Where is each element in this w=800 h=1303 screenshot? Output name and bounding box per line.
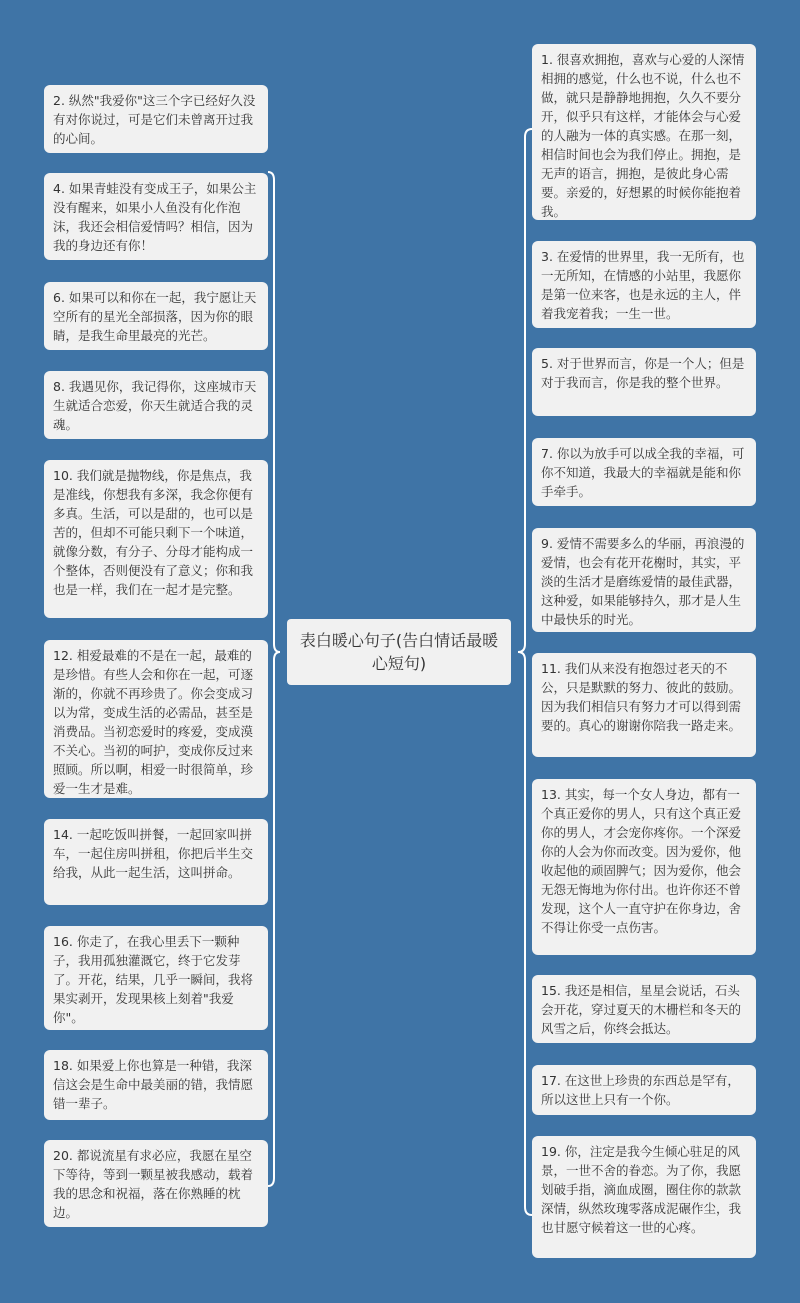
topic-text: 9. 爱情不需要多么的华丽，再浪漫的爱情，也会有花开花榭时，其实，平淡的生活才是磨练爱情的最佳武器，这种爱，如果能够持久，那才是人生中最快乐的时光。 xyxy=(541,536,745,627)
topic-node-9[interactable] xyxy=(532,528,756,632)
topic-text: 17. 在这世上珍贵的东西总是罕有，所以这世上只有一个你。 xyxy=(541,1073,740,1107)
topic-node-19[interactable] xyxy=(532,1136,756,1258)
topic-text: 11. 我们从来没有抱怨过老天的不公，只是默默的努力、彼此的鼓励。因为我们相信只有努力才可以得到需要的。真心的谢谢你陪我一路走来。 xyxy=(541,661,742,733)
topic-text: 18. 如果爱上你也算是一种错，我深信这会是生命中最美丽的错，我情愿错一辈子。 xyxy=(53,1058,254,1111)
topic-text: 4. 如果青蛙没有变成王子，如果公主没有醒来，如果小人鱼没有化作泡沫，我还会相信爱情吗？相信，因为我的身边还有你！ xyxy=(53,181,257,253)
topic-node-18[interactable] xyxy=(44,1050,268,1120)
central-topic-node[interactable] xyxy=(287,619,511,685)
topic-node-6[interactable] xyxy=(44,282,268,350)
topic-node-17[interactable] xyxy=(532,1065,756,1115)
topic-node-15[interactable] xyxy=(532,975,756,1043)
topic-node-2[interactable] xyxy=(44,85,268,153)
topic-node-14[interactable] xyxy=(44,819,268,905)
topic-text: 7. 你以为放手可以成全我的幸福，可你不知道，我最大的幸福就是能和你手牵手。 xyxy=(541,446,745,499)
topic-text: 6. 如果可以和你在一起，我宁愿让天空所有的星光全部损落，因为你的眼睛，是我生命里最亮的光芒。 xyxy=(53,290,257,343)
topic-node-20[interactable] xyxy=(44,1140,268,1227)
topic-node-3[interactable] xyxy=(532,241,756,328)
topic-node-5[interactable] xyxy=(532,348,756,416)
topic-text: 13. 其实，每一个女人身边，都有一个真正爱你的男人，只有这个真正爱你的男人，才会宠你疼你。一个深爱你的人会为你而改变。因为爱你，他收起他的顽固脾气；因为爱你，他会无怨无悔地为你付出。也许你还不曾发现，这个人一直守护在你身边，舍不得让你受一点伤害。 xyxy=(541,787,742,935)
topic-text: 2. 纵然"我爱你"这三个字已经好久没有对你说过，可是它们未曾离开过我的心间。 xyxy=(53,93,256,146)
topic-node-8[interactable] xyxy=(44,371,268,439)
topic-text: 10. 我们就是抛物线，你是焦点，我是准线，你想我有多深，我念你便有多真。生活，可以是甜的，也可以是苦的，但却不可能只剩下一个味道，就像分数，有分子、分母才能构成一个整体，否则便没有了意义；你和我也是一样，我们在一起才是完整。 xyxy=(53,468,254,597)
topic-node-4[interactable] xyxy=(44,173,268,260)
topic-text: 15. 我还是相信，星星会说话，石头会开花，穿过夏天的木栅栏和冬天的风雪之后，你终会抵达。 xyxy=(541,983,742,1036)
central-topic-title: 表白暖心句子(告白情话最暖心短句) xyxy=(299,631,499,673)
topic-node-10[interactable] xyxy=(44,460,268,618)
topic-node-13[interactable] xyxy=(532,779,756,955)
topic-text: 14. 一起吃饭叫拼餐，一起回家叫拼车，一起住房叫拼租，你把后半生交给我，从此一起生活，这叫拼命。 xyxy=(53,827,254,880)
topic-text: 5. 对于世界而言，你是一个人；但是对于我而言，你是我的整个世界。 xyxy=(541,356,745,390)
topic-node-11[interactable] xyxy=(532,653,756,757)
topic-text: 20. 都说流星有求必应，我愿在星空下等待，等到一颗星被我感动，载着我的思念和祝福，落在你熟睡的枕边。 xyxy=(53,1148,254,1220)
topic-text: 3. 在爱情的世界里，我一无所有，也一无所知，在情感的小站里，我愿你是第一位来客，也是永远的主人，伴着我宠着我；一生一世。 xyxy=(541,249,745,321)
topic-text: 16. 你走了，在我心里丢下一颗种子，我用孤独灌溉它，终于它发芽了。开花，结果，几乎一瞬间，我将果实剥开，发现果核上刻着"我爱你"。 xyxy=(53,934,254,1025)
topic-node-1[interactable] xyxy=(532,44,756,220)
topic-text: 1. 很喜欢拥抱，喜欢与心爱的人深情相拥的感觉，什么也不说，什么也不做，就只是静静地拥抱，久久不要分开，似乎只有这样，才能体会与心爱的人融为一体的真实感。在那一刻，相信时间也会为我们停止。拥抱，是无声的语言，拥抱，是彼此身心需要。亲爱的，好想累的时候你能抱着我。 xyxy=(541,52,745,219)
topic-text: 12. 相爱最难的不是在一起，最难的是珍惜。有些人会和你在一起，可逐渐的，你就不再珍贵了。你会变成习以为常，变成生活的必需品，甚至是消费品。当初恋爱时的疼爱，变成漠不关心。当初的呵护，变成你反过来照顾。所以啊，相爱一时很简单，珍爱一生才是难。 xyxy=(53,648,254,796)
topic-text: 19. 你，注定是我今生倾心驻足的风景，一世不舍的眷恋。为了你，我愿划破手指，滴血成圈，圈住你的款款深情，纵然玫瑰零落成泥碾作尘，我也甘愿守候着这一世的心疼。 xyxy=(541,1144,742,1235)
topic-node-7[interactable] xyxy=(532,438,756,506)
topic-text: 8. 我遇见你，我记得你，这座城市天生就适合恋爱，你天生就适合我的灵魂。 xyxy=(53,379,257,432)
topic-node-16[interactable] xyxy=(44,926,268,1030)
topic-node-12[interactable] xyxy=(44,640,268,798)
